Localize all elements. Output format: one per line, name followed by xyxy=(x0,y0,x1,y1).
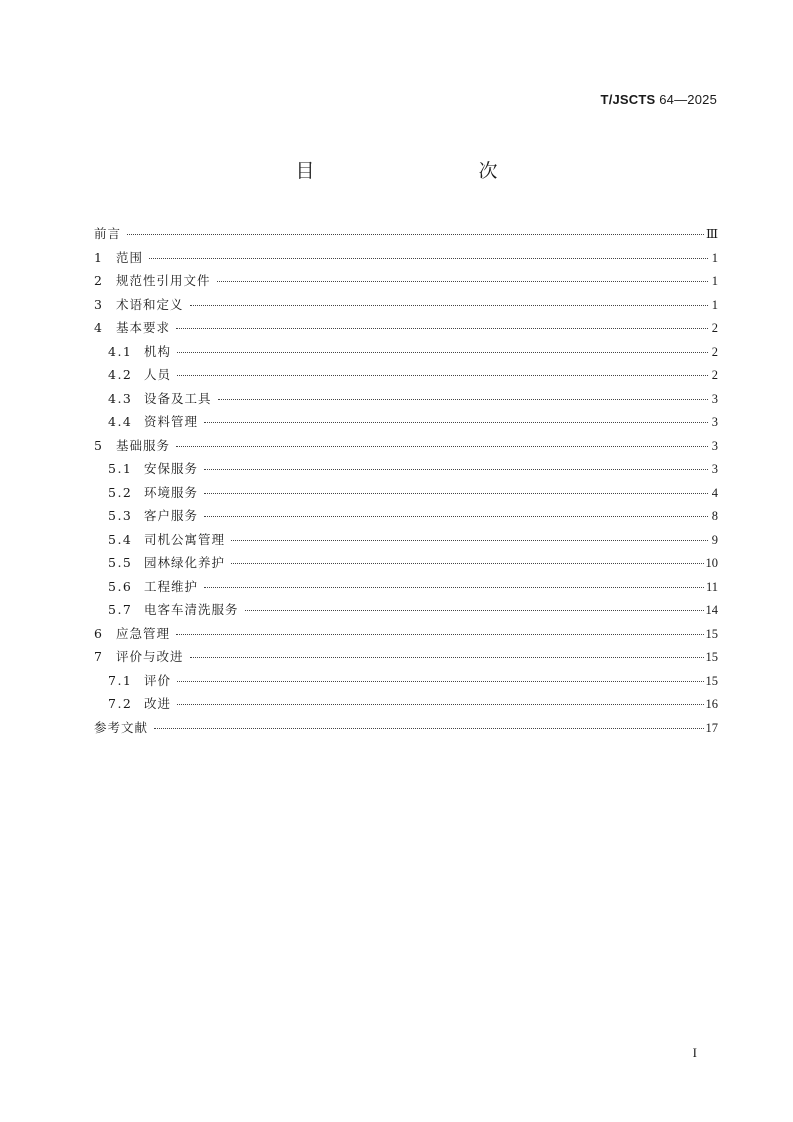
toc-leader-dots xyxy=(204,468,708,470)
toc-entry-number: 5.2 xyxy=(108,484,133,500)
toc-leader-dots xyxy=(176,327,708,329)
toc-entry-number: 7.1 xyxy=(108,672,133,688)
toc-entry-number: 5.6 xyxy=(108,578,133,594)
page-title: 目 次 xyxy=(295,160,540,182)
toc-entry-page: Ⅲ xyxy=(705,227,718,241)
toc-entry-page: 3 xyxy=(711,438,718,453)
toc-entry-page: 2 xyxy=(711,368,718,382)
toc-entry[interactable] xyxy=(94,295,718,319)
toc-entry-page: 15 xyxy=(705,673,718,688)
toc-entry-page: 11 xyxy=(705,579,718,594)
toc-entry-number: 5.3 xyxy=(108,508,133,523)
toc-entry-label: 参考文献 xyxy=(94,719,149,735)
toc-entry-page: 1 xyxy=(711,250,718,265)
toc-leader-dots xyxy=(190,304,708,306)
toc-entry-page: 1 xyxy=(711,297,718,312)
toc-leader-dots xyxy=(176,633,703,635)
toc-leader-dots xyxy=(176,445,708,447)
toc-entry-page: 10 xyxy=(705,556,718,570)
toc-leader-dots xyxy=(204,421,708,423)
toc-entry-label: 范围 xyxy=(116,249,144,265)
toc-entry-page: 15 xyxy=(705,626,718,641)
toc-entry-label: 基本要求 xyxy=(116,320,171,335)
toc-entry-label: 资料管理 xyxy=(144,414,199,429)
toc-entry-page: 3 xyxy=(711,462,718,476)
toc-entry-label: 园林绿化养护 xyxy=(144,555,226,570)
toc-entry-page: 17 xyxy=(705,720,718,735)
toc-leader-dots xyxy=(177,680,703,682)
toc-entry[interactable] xyxy=(94,600,718,624)
toc-leader-dots xyxy=(204,492,708,494)
toc-entry-number: 6 xyxy=(94,625,104,641)
toc-entry[interactable] xyxy=(94,647,718,671)
toc-entry-number: 5.5 xyxy=(108,555,133,570)
toc-entry[interactable] xyxy=(94,271,718,295)
toc-entry-page: 2 xyxy=(711,344,718,359)
toc-entry-number: 7 xyxy=(94,649,104,664)
toc-leader-dots xyxy=(177,351,708,353)
toc-entry-page: 14 xyxy=(705,603,718,617)
table-of-contents xyxy=(94,224,718,741)
toc-entry-label: 客户服务 xyxy=(144,508,199,523)
toc-entry-page: 16 xyxy=(705,697,718,711)
toc-entry[interactable] xyxy=(94,342,718,366)
toc-entry[interactable] xyxy=(94,624,718,648)
toc-entry-number: 4.1 xyxy=(108,343,133,359)
toc-entry-number: 4.4 xyxy=(108,414,133,429)
toc-entry-page: 8 xyxy=(711,509,718,523)
toc-entry-label: 评价 xyxy=(144,672,172,688)
toc-entry-label: 工程维护 xyxy=(144,578,199,594)
toc-entry-label: 规范性引用文件 xyxy=(116,273,211,288)
toc-entry-number: 7.2 xyxy=(108,696,133,711)
toc-entry[interactable] xyxy=(94,459,718,483)
toc-entry-label: 前言 xyxy=(94,226,122,241)
standard-code xyxy=(601,92,717,107)
toc-entry[interactable] xyxy=(94,506,718,530)
standard-code-number: 64—2025 xyxy=(659,92,717,107)
toc-entry[interactable] xyxy=(94,412,718,436)
toc-entry[interactable] xyxy=(94,553,718,577)
toc-leader-dots xyxy=(231,539,708,541)
toc-entry[interactable] xyxy=(94,436,718,460)
toc-entry-page: 1 xyxy=(711,274,718,288)
toc-entry[interactable] xyxy=(94,224,718,248)
toc-entry-page: 2 xyxy=(711,321,718,335)
toc-entry-number: 5.4 xyxy=(108,531,133,547)
toc-entry-label: 评价与改进 xyxy=(116,649,184,664)
toc-leader-dots xyxy=(177,374,708,376)
toc-leader-dots xyxy=(127,233,704,235)
toc-entry[interactable] xyxy=(94,530,718,554)
standard-code-prefix: T/JSCTS xyxy=(600,92,656,107)
toc-entry-label: 安保服务 xyxy=(144,461,199,476)
toc-entry[interactable] xyxy=(94,318,718,342)
toc-entry-label: 人员 xyxy=(144,367,172,382)
toc-entry[interactable] xyxy=(94,718,718,742)
toc-entry-number: 5.7 xyxy=(108,602,133,617)
toc-entry-number: 1 xyxy=(94,249,104,265)
toc-entry-page: 3 xyxy=(711,415,718,429)
toc-leader-dots xyxy=(190,656,704,658)
toc-leader-dots xyxy=(204,515,708,517)
toc-entry[interactable] xyxy=(94,694,718,718)
toc-entry-label: 改进 xyxy=(144,696,172,711)
toc-entry-number: 5.1 xyxy=(108,461,133,476)
toc-entry-label: 应急管理 xyxy=(116,625,171,641)
toc-leader-dots xyxy=(217,280,708,282)
toc-leader-dots xyxy=(231,562,703,564)
toc-leader-dots xyxy=(218,398,708,400)
toc-entry-page: 4 xyxy=(711,485,718,500)
toc-entry-page: 3 xyxy=(711,391,718,406)
toc-entry-number: 2 xyxy=(94,273,104,288)
toc-entry-number: 5 xyxy=(94,437,104,453)
toc-leader-dots xyxy=(149,257,708,259)
toc-entry-page: 15 xyxy=(705,650,718,664)
toc-entry[interactable] xyxy=(94,248,718,272)
toc-entry-number: 4.2 xyxy=(108,367,133,382)
toc-leader-dots xyxy=(177,703,703,705)
toc-entry[interactable] xyxy=(94,671,718,695)
toc-entry-number: 4.3 xyxy=(108,390,133,406)
toc-entry-label: 术语和定义 xyxy=(116,296,184,312)
toc-entry-number: 4 xyxy=(94,320,104,335)
toc-entry-label: 基础服务 xyxy=(116,437,171,453)
toc-leader-dots xyxy=(154,727,703,729)
toc-entry[interactable] xyxy=(94,365,718,389)
toc-entry-number: 3 xyxy=(94,296,104,312)
toc-entry-label: 机构 xyxy=(144,343,172,359)
toc-entry-label: 环境服务 xyxy=(144,484,199,500)
toc-entry-page: 9 xyxy=(711,532,718,547)
toc-entry[interactable] xyxy=(94,483,718,507)
toc-entry[interactable] xyxy=(94,389,718,413)
toc-entry-label: 电客车清洗服务 xyxy=(144,602,239,617)
toc-leader-dots xyxy=(245,609,704,611)
toc-entry[interactable] xyxy=(94,577,718,601)
toc-leader-dots xyxy=(204,586,704,588)
toc-entry-label: 司机公寓管理 xyxy=(144,531,226,547)
page-number: I xyxy=(692,1045,697,1060)
toc-entry-label: 设备及工具 xyxy=(144,390,212,406)
